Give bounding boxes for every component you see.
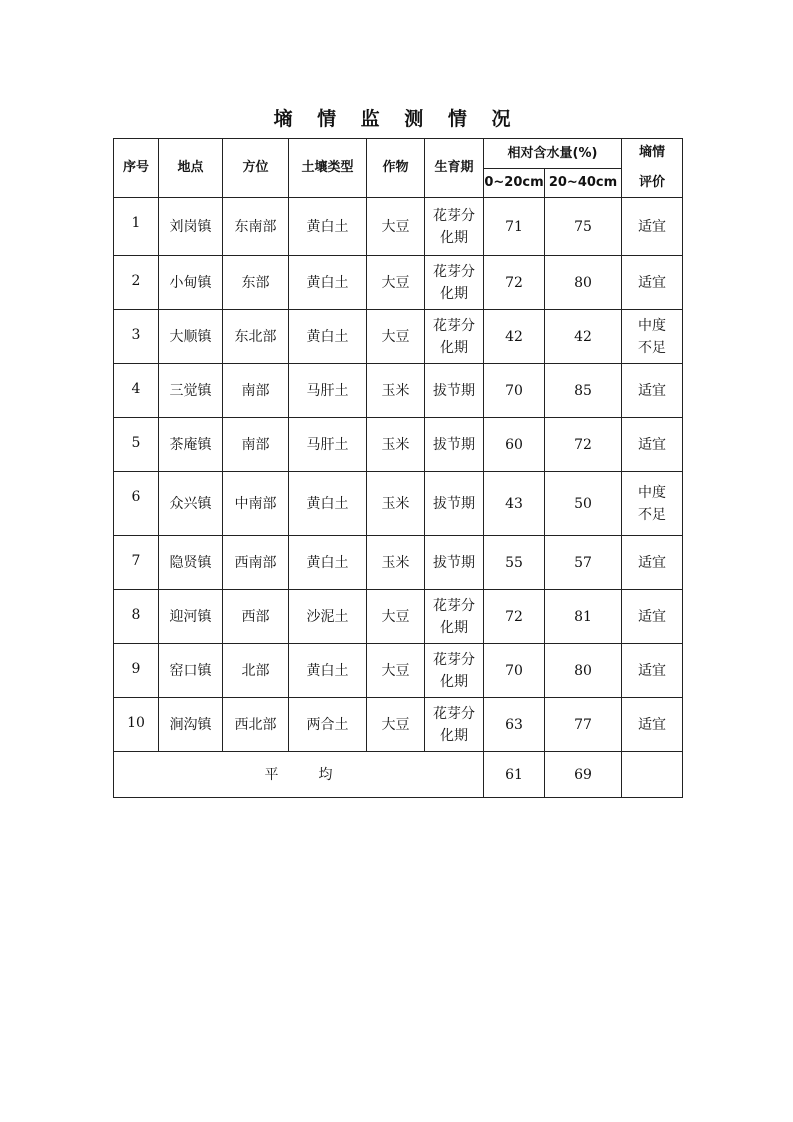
- table-row: [114, 472, 683, 536]
- table-row: [114, 310, 683, 364]
- cell-direction: 中南部: [223, 472, 289, 536]
- cell-evaluation-line1: 中度: [638, 484, 667, 501]
- cell-direction: 西部: [223, 590, 289, 644]
- cell-evaluation-line1: 适宜: [638, 716, 667, 733]
- cell-growth-stage-line1: 花芽分: [433, 207, 475, 224]
- cell-evaluation: [622, 256, 683, 310]
- cell-depth2: 85: [545, 364, 622, 418]
- cell-location: 窑口镇: [159, 644, 223, 698]
- cell-growth-stage-line1: 花芽分: [433, 317, 475, 334]
- cell-crop: 玉米: [367, 472, 425, 536]
- cell-soil-type: 黄白土: [289, 536, 367, 590]
- cell-direction: 西南部: [223, 536, 289, 590]
- header-soil-type: 土壤类型: [289, 139, 367, 198]
- cell-evaluation: [622, 364, 683, 418]
- cell-crop: 大豆: [367, 644, 425, 698]
- cell-evaluation-line2: 不足: [638, 506, 667, 523]
- average-label: 平均: [264, 766, 373, 783]
- cell-depth2: 72: [545, 418, 622, 472]
- cell-depth2: 50: [545, 472, 622, 536]
- header-relative-moisture: 相对含水量(%): [484, 139, 622, 169]
- cell-seq: 1: [114, 198, 159, 256]
- cell-depth2: 80: [545, 644, 622, 698]
- cell-growth-stage: [425, 256, 484, 310]
- cell-growth-stage-line1: 拔节期: [433, 436, 475, 453]
- cell-direction: 西北部: [223, 698, 289, 752]
- cell-crop: 大豆: [367, 698, 425, 752]
- cell-growth-stage-line2: 化期: [440, 673, 468, 690]
- cell-growth-stage: [425, 698, 484, 752]
- header-location: 地点: [159, 139, 223, 198]
- cell-growth-stage: [425, 364, 484, 418]
- table-row: [114, 590, 683, 644]
- cell-growth-stage: [425, 418, 484, 472]
- cell-crop: 大豆: [367, 198, 425, 256]
- header-direction: 方位: [223, 139, 289, 198]
- cell-evaluation: [622, 698, 683, 752]
- header-evaluation-line1: 墒情: [639, 145, 666, 160]
- cell-evaluation: [622, 536, 683, 590]
- cell-depth1: 43: [484, 472, 545, 536]
- cell-soil-type: 黄白土: [289, 644, 367, 698]
- cell-depth1: 60: [484, 418, 545, 472]
- cell-location: 小甸镇: [159, 256, 223, 310]
- cell-crop: 玉米: [367, 364, 425, 418]
- table-row: [114, 418, 683, 472]
- cell-depth2: 77: [545, 698, 622, 752]
- cell-seq: 6: [114, 472, 159, 536]
- cell-soil-type: 黄白土: [289, 472, 367, 536]
- cell-growth-stage-line2: 化期: [440, 285, 468, 302]
- table-row: [114, 698, 683, 752]
- average-depth1: 61: [484, 752, 545, 798]
- table-row: [114, 256, 683, 310]
- cell-depth1: 63: [484, 698, 545, 752]
- cell-growth-stage: [425, 472, 484, 536]
- cell-soil-type: 马肝土: [289, 364, 367, 418]
- header-seq: 序号: [114, 139, 159, 198]
- header-crop: 作物: [367, 139, 425, 198]
- average-depth2: 69: [545, 752, 622, 798]
- header-evaluation-line2: 评价: [639, 175, 666, 190]
- cell-depth2: 80: [545, 256, 622, 310]
- cell-evaluation-line1: 中度: [638, 317, 667, 334]
- cell-seq: 8: [114, 590, 159, 644]
- cell-depth1: 55: [484, 536, 545, 590]
- cell-growth-stage-line2: 化期: [440, 727, 468, 744]
- cell-crop: 大豆: [367, 256, 425, 310]
- cell-growth-stage: [425, 590, 484, 644]
- cell-location: 刘岗镇: [159, 198, 223, 256]
- average-label-cell: [114, 752, 484, 798]
- cell-crop: 大豆: [367, 310, 425, 364]
- cell-growth-stage-line1: 拔节期: [433, 554, 475, 571]
- cell-location: 茶庵镇: [159, 418, 223, 472]
- cell-seq: 10: [114, 698, 159, 752]
- cell-evaluation-line1: 适宜: [638, 608, 667, 625]
- cell-depth2: 57: [545, 536, 622, 590]
- cell-growth-stage-line1: 花芽分: [433, 263, 475, 280]
- cell-growth-stage-line1: 花芽分: [433, 651, 475, 668]
- cell-depth1: 72: [484, 256, 545, 310]
- cell-crop: 玉米: [367, 418, 425, 472]
- cell-location: 涧沟镇: [159, 698, 223, 752]
- cell-growth-stage-line1: 花芽分: [433, 597, 475, 614]
- cell-growth-stage-line2: 化期: [440, 619, 468, 636]
- average-evaluation: [622, 752, 683, 798]
- cell-evaluation: [622, 198, 683, 256]
- cell-evaluation: [622, 644, 683, 698]
- cell-soil-type: 黄白土: [289, 198, 367, 256]
- cell-growth-stage: [425, 536, 484, 590]
- cell-growth-stage: [425, 198, 484, 256]
- cell-evaluation: [622, 418, 683, 472]
- cell-evaluation-line1: 适宜: [638, 554, 667, 571]
- cell-soil-type: 两合土: [289, 698, 367, 752]
- header-depth-20-40: 20~40cm: [545, 169, 622, 198]
- cell-growth-stage-line1: 拔节期: [433, 495, 475, 512]
- cell-depth1: 72: [484, 590, 545, 644]
- cell-evaluation-line1: 适宜: [638, 218, 667, 235]
- cell-depth1: 70: [484, 364, 545, 418]
- cell-evaluation-line1: 适宜: [638, 436, 667, 453]
- cell-depth1: 70: [484, 644, 545, 698]
- cell-seq: 4: [114, 364, 159, 418]
- cell-evaluation-line2: 不足: [638, 339, 667, 356]
- table-row: [114, 364, 683, 418]
- cell-depth1: 71: [484, 198, 545, 256]
- table-row: [114, 536, 683, 590]
- cell-location: 三觉镇: [159, 364, 223, 418]
- cell-seq: 2: [114, 256, 159, 310]
- cell-depth2: 42: [545, 310, 622, 364]
- cell-direction: 南部: [223, 364, 289, 418]
- page-title: 墒 情 监 测 情 况: [273, 108, 520, 130]
- cell-depth2: 75: [545, 198, 622, 256]
- cell-soil-type: 沙泥土: [289, 590, 367, 644]
- cell-crop: 玉米: [367, 536, 425, 590]
- cell-evaluation: [622, 590, 683, 644]
- table-row: [114, 644, 683, 698]
- cell-growth-stage: [425, 310, 484, 364]
- cell-location: 迎河镇: [159, 590, 223, 644]
- cell-soil-type: 黄白土: [289, 310, 367, 364]
- cell-growth-stage-line2: 化期: [440, 229, 468, 246]
- cell-evaluation-line1: 适宜: [638, 274, 667, 291]
- cell-soil-type: 黄白土: [289, 256, 367, 310]
- cell-direction: 北部: [223, 644, 289, 698]
- cell-location: 隐贤镇: [159, 536, 223, 590]
- table-row: [114, 198, 683, 256]
- cell-seq: 9: [114, 644, 159, 698]
- header-depth-0-20: 0~20cm: [484, 169, 545, 198]
- cell-direction: 东南部: [223, 198, 289, 256]
- header-growth-stage: 生育期: [425, 139, 484, 198]
- cell-evaluation: [622, 472, 683, 536]
- cell-evaluation: [622, 310, 683, 364]
- cell-direction: 南部: [223, 418, 289, 472]
- cell-depth2: 81: [545, 590, 622, 644]
- cell-direction: 东北部: [223, 310, 289, 364]
- cell-growth-stage-line2: 化期: [440, 339, 468, 356]
- cell-growth-stage-line1: 拔节期: [433, 382, 475, 399]
- cell-soil-type: 马肝土: [289, 418, 367, 472]
- header-evaluation: [622, 139, 683, 198]
- cell-growth-stage-line1: 花芽分: [433, 705, 475, 722]
- cell-seq: 5: [114, 418, 159, 472]
- cell-location: 大顺镇: [159, 310, 223, 364]
- cell-seq: 3: [114, 310, 159, 364]
- cell-depth1: 42: [484, 310, 545, 364]
- cell-growth-stage: [425, 644, 484, 698]
- soil-moisture-table: [113, 138, 683, 798]
- cell-location: 众兴镇: [159, 472, 223, 536]
- cell-evaluation-line1: 适宜: [638, 382, 667, 399]
- cell-direction: 东部: [223, 256, 289, 310]
- cell-seq: 7: [114, 536, 159, 590]
- cell-evaluation-line1: 适宜: [638, 662, 667, 679]
- cell-crop: 大豆: [367, 590, 425, 644]
